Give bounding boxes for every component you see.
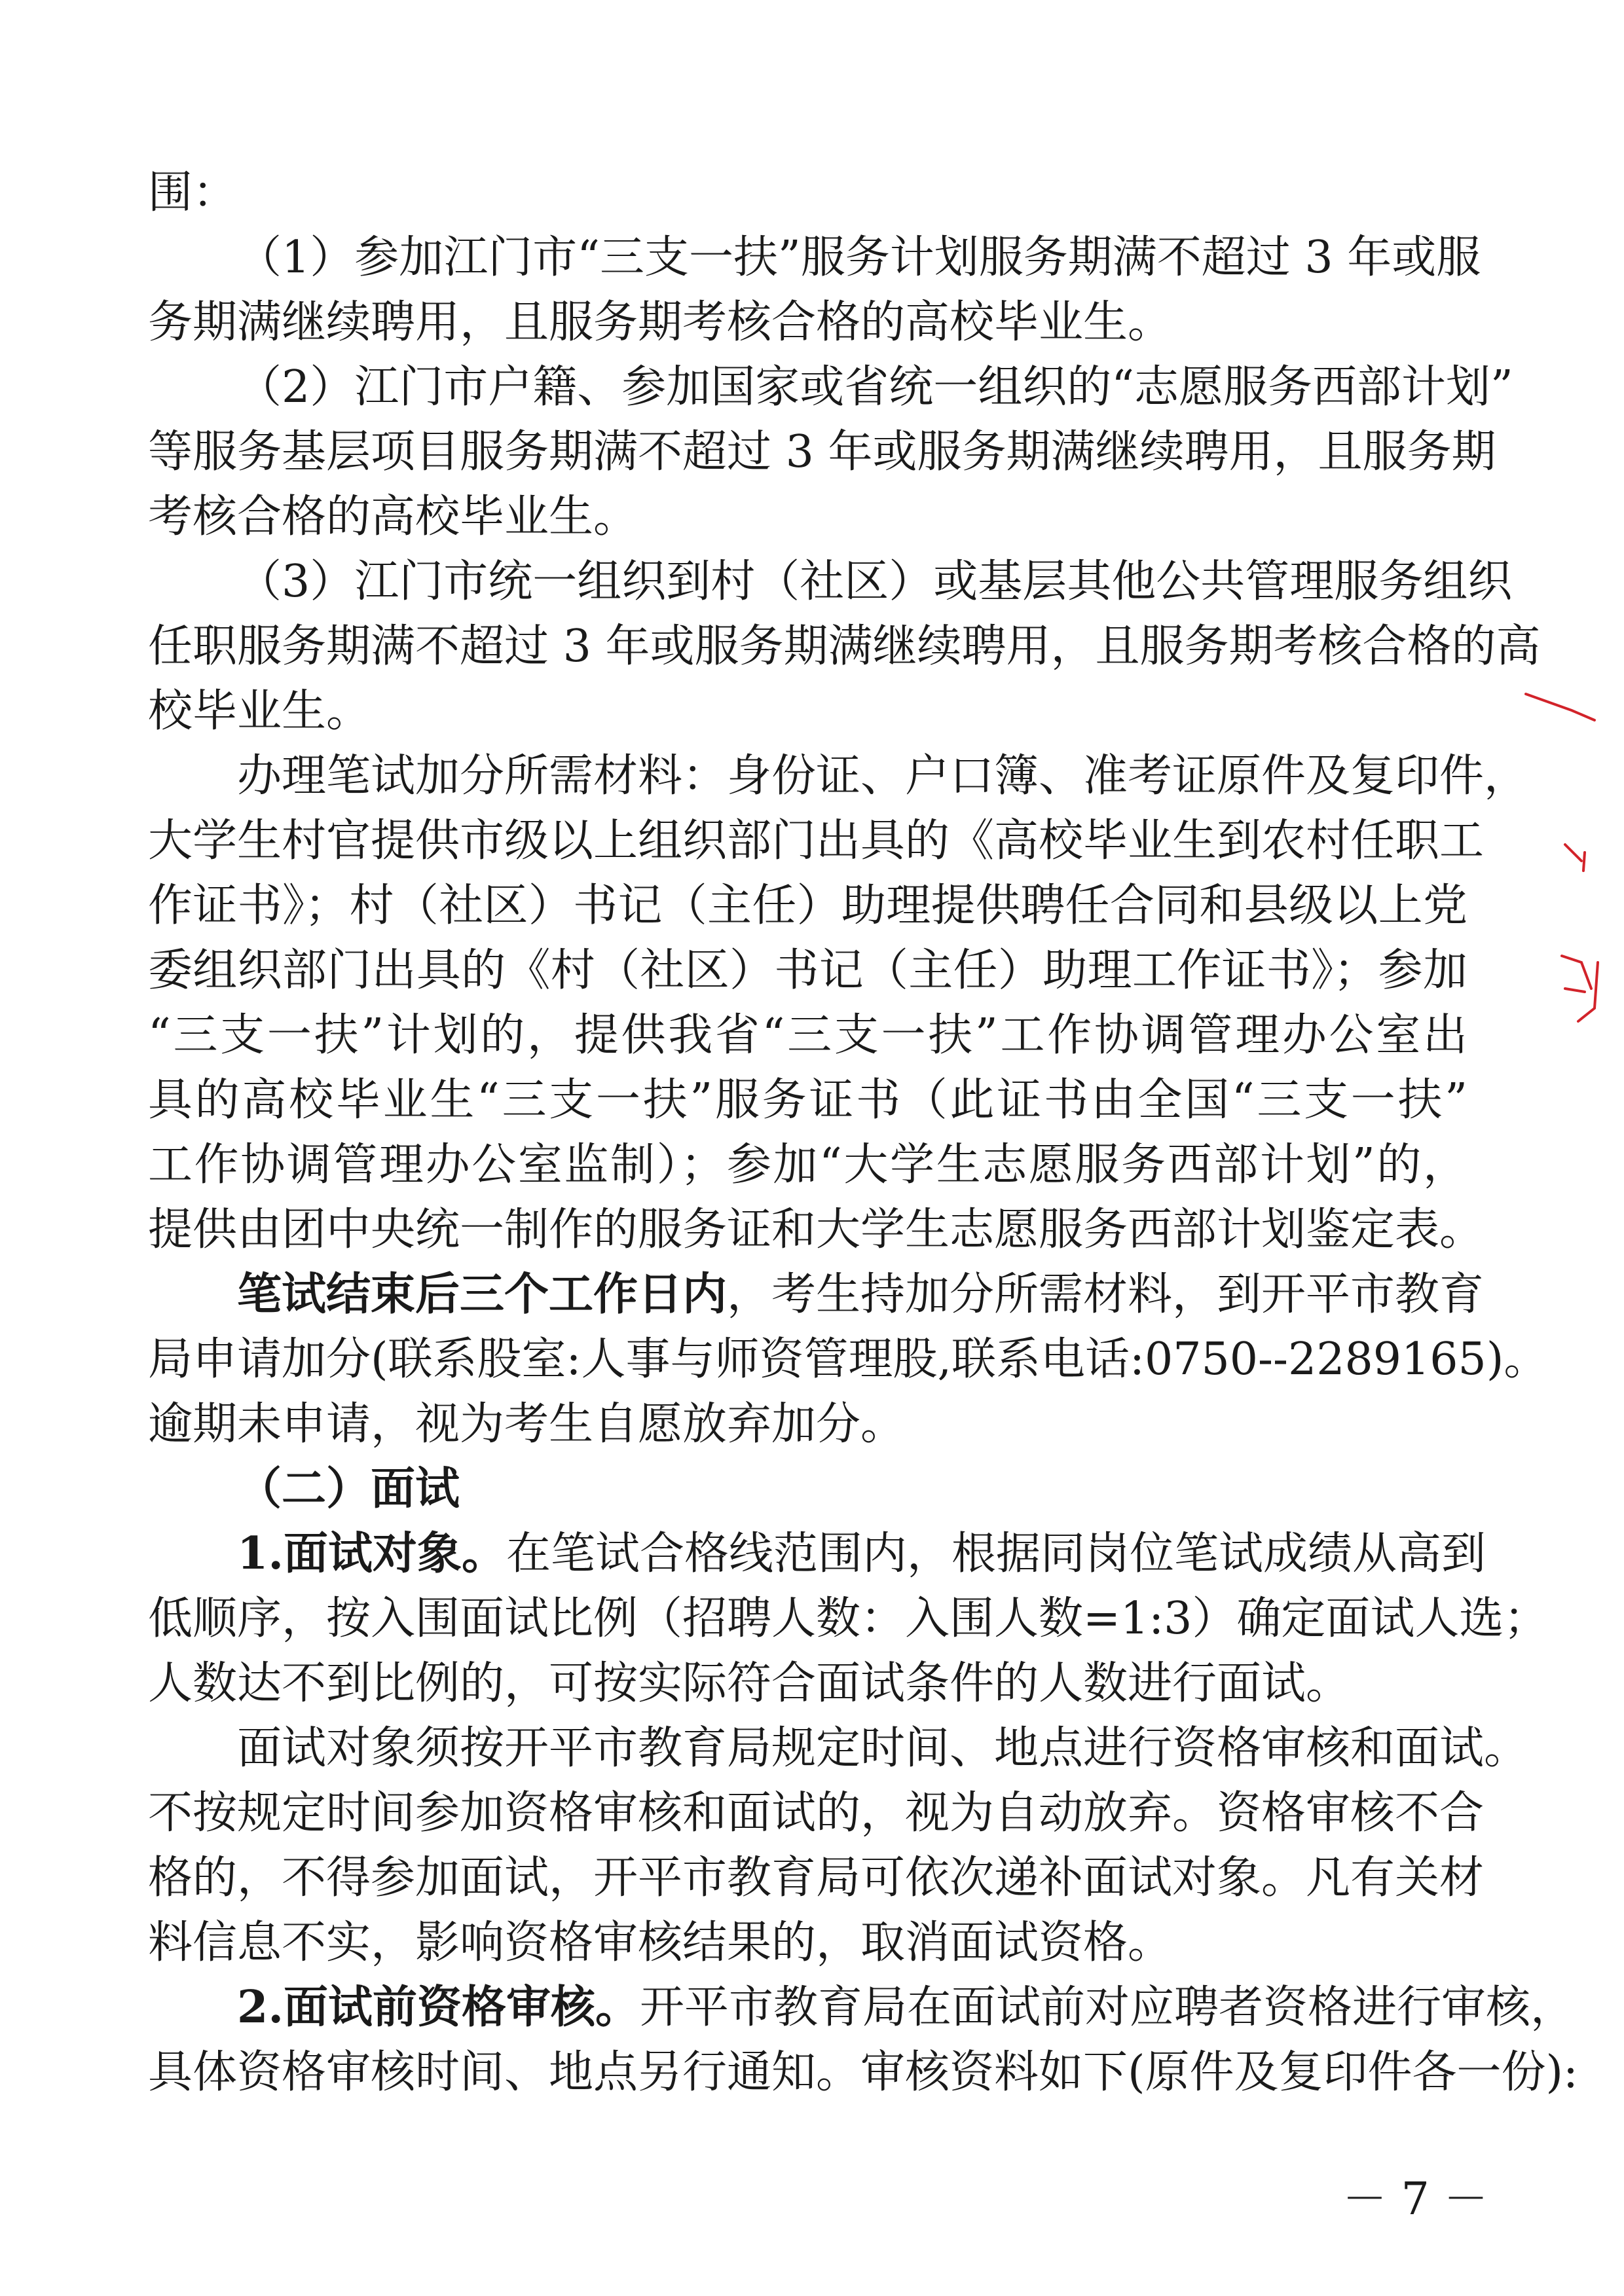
text-line: 具体资格审核时间、地点另行通知。审核资料如下(原件及复印件各一份): bbox=[148, 2047, 1578, 2098]
annotation-stroke-1 bbox=[1526, 694, 1595, 720]
item2-text: 开平市教育局在面试前对应聘者资格进行审核， bbox=[640, 1982, 1576, 2033]
written-exam-deadline-bold: 笔试结束后三个工作日内 bbox=[237, 1268, 728, 1321]
text-line: 料信息不实，影响资格审核结果的，取消面试资格。 bbox=[148, 1917, 1173, 1969]
annotation-stroke-3 bbox=[1562, 956, 1598, 1021]
text-line: 办理笔试加分所需材料：身份证、户口簿、准考证原件及复印件， bbox=[237, 750, 1529, 802]
item2-title: 2.面试前资格审核。 bbox=[237, 1981, 640, 2033]
text-line: 工作协调管理办公室监制）；参加“大学生志愿服务西部计划”的， bbox=[148, 1139, 1467, 1191]
section-heading-interview: （二）面试 bbox=[237, 1463, 460, 1515]
text-line: 低顺序，按入围面试比例（招聘人数：入围人数=1:3）确定面试人选； bbox=[148, 1593, 1549, 1645]
text-line: “三支一扶”计划的，提供我省“三支一扶”工作协调管理办公室出 bbox=[148, 1010, 1467, 1061]
text-line: 不按规定时间参加资格审核和面试的，视为自动放弃。资格审核不合 bbox=[148, 1787, 1485, 1839]
interview-rules-paragraph bbox=[148, 1716, 1529, 1975]
text-line: 委组织部门出具的《村（社区）书记（主任）助理工作证书》；参加 bbox=[148, 945, 1467, 996]
text-line: 校毕业生。 bbox=[148, 685, 371, 737]
written-exam-deadline-line bbox=[148, 1262, 1485, 1327]
text-line: 局申请加分(联系股室:人事与师资管理股,联系电话:0750--2289165)。 bbox=[148, 1334, 1549, 1385]
text-line: （2）江门市户籍、参加国家或省统一组织的“志愿服务西部计划” bbox=[237, 361, 1513, 413]
text-line: 务期满继续聘用，且服务期考核合格的高校毕业生。 bbox=[148, 297, 1173, 348]
red-pen-annotation bbox=[1519, 681, 1611, 1048]
item1-text: 在笔试合格线范围内，根据同岗位笔试成绩从高到 bbox=[506, 1528, 1486, 1580]
text-line: （1）参加江门市“三支一扶”服务计划服务期满不超过 3 年或服 bbox=[237, 232, 1481, 283]
written-exam-deadline-text: ，考生持加分所需材料，到开平市教育 bbox=[727, 1269, 1485, 1321]
written-exam-lines bbox=[148, 1327, 1549, 1457]
text-line: （3）江门市统一组织到村（社区）或基层其他公共管理服务组织 bbox=[237, 556, 1513, 608]
text-line: 具的高校毕业生“三支一扶”服务证书（此证书由全国“三支一扶” bbox=[148, 1074, 1467, 1126]
text-line: 大学生村官提供市级以上组织部门出具的《高校毕业生到农村任职工 bbox=[148, 815, 1485, 867]
text-line: 作证书》；村（社区）书记（主任）助理提供聘任合同和县级以上党 bbox=[148, 880, 1467, 932]
text-line: 提供由团中央统一制作的服务证和大学生志愿服务西部计划鉴定表。 bbox=[148, 1204, 1485, 1256]
item2-lines bbox=[148, 2040, 1578, 2105]
document-body bbox=[148, 160, 1578, 2105]
text-line: 围： bbox=[148, 167, 238, 219]
eligibility-list bbox=[148, 160, 1541, 1262]
text-line: 逾期未申请，视为考生自愿放弃加分。 bbox=[148, 1398, 906, 1450]
item1-title: 1.面试对象。 bbox=[237, 1527, 506, 1580]
item2-first-line bbox=[148, 1975, 1576, 2040]
annotation-stroke-2 bbox=[1565, 845, 1585, 871]
item1-lines bbox=[148, 1586, 1549, 1716]
text-line: 面试对象须按开平市教育局规定时间、地点进行资格审核和面试。 bbox=[237, 1722, 1529, 1774]
page-number: － 7 － bbox=[1342, 2174, 1488, 2225]
text-line: 格的，不得参加面试，开平市教育局可依次递补面试对象。凡有关材 bbox=[148, 1852, 1485, 1904]
item1-first-line bbox=[148, 1522, 1486, 1586]
text-line: 等服务基层项目服务期满不超过 3 年或服务期满继续聘用，且服务期 bbox=[148, 426, 1496, 478]
text-line: 人数达不到比例的，可按实际符合面试条件的人数进行面试。 bbox=[148, 1658, 1351, 1709]
text-line: 考核合格的高校毕业生。 bbox=[148, 491, 638, 543]
text-line: 任职服务期满不超过 3 年或服务期满继续聘用，且服务期考核合格的高 bbox=[148, 621, 1541, 672]
